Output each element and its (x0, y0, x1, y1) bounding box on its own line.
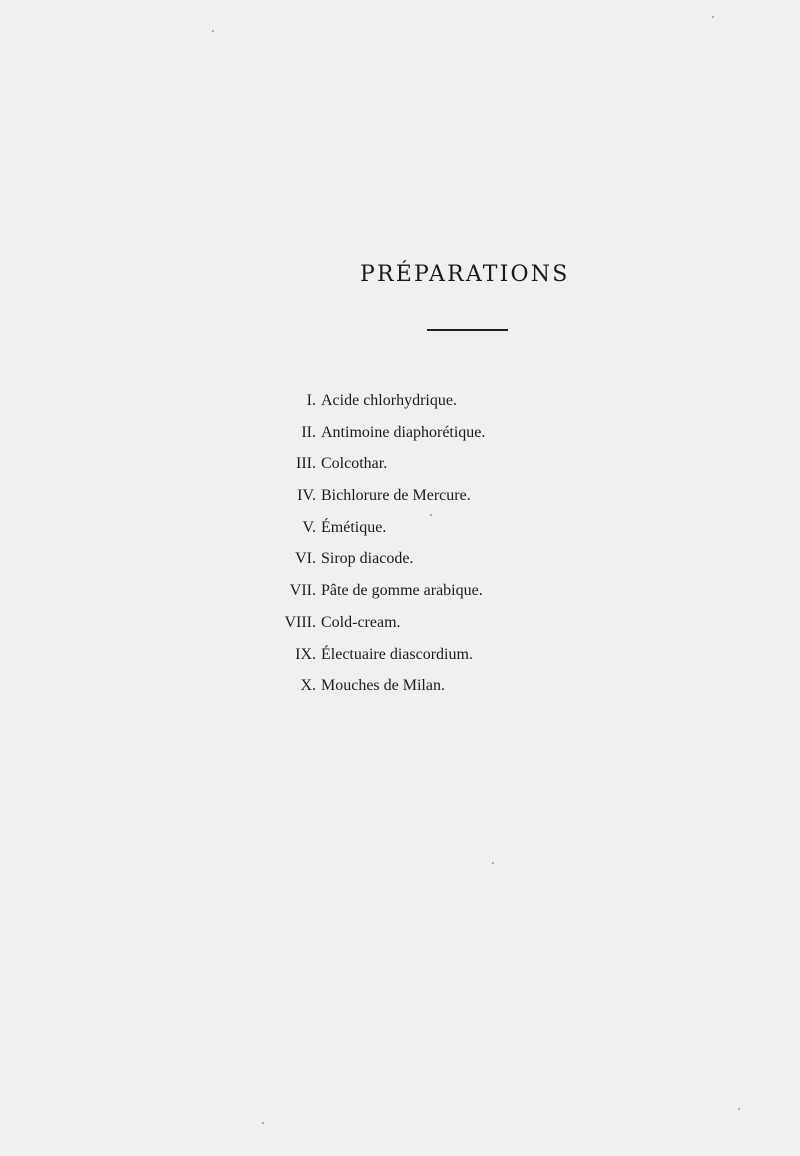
item-numeral: X. (300, 677, 316, 695)
item-label: Bichlorure de Mercure. (321, 487, 471, 505)
paper-speck (262, 1122, 264, 1124)
item-label: Émétique. (321, 518, 387, 536)
item-numeral: IV. (297, 487, 316, 505)
item-label: Électuaire diascordium. (321, 645, 473, 663)
list-item (250, 451, 580, 483)
page-title: PRÉPARATIONS (360, 262, 570, 287)
item-numeral: VI. (295, 550, 316, 568)
list-item (250, 610, 580, 642)
item-label: Cold-cream. (321, 613, 401, 631)
item-numeral: III. (296, 455, 316, 473)
paper-speck (430, 514, 432, 516)
paper-speck (212, 30, 214, 32)
item-label: Acide chlorhydrique. (321, 392, 457, 409)
item-label: Sirop diacode. (321, 550, 414, 568)
paper-speck (738, 1108, 740, 1110)
list-item (250, 642, 580, 674)
list-item (250, 388, 580, 420)
list-item (250, 546, 580, 578)
item-numeral: VIII. (284, 613, 316, 631)
item-numeral: I. (306, 392, 316, 409)
item-numeral: IX. (295, 645, 316, 663)
list-item (250, 483, 580, 515)
list-item (250, 673, 580, 705)
item-label: Colcothar. (321, 455, 388, 473)
paper-speck (492, 862, 494, 864)
preparations-list (250, 388, 580, 705)
item-label: Pâte de gomme arabique. (321, 582, 483, 600)
item-numeral: V. (302, 518, 316, 536)
list-item (250, 420, 580, 452)
item-numeral: VII. (289, 582, 316, 600)
item-label: Antimoine diaphorétique. (321, 423, 486, 441)
title-rule-divider (427, 329, 508, 331)
list-item (250, 515, 580, 547)
list-item (250, 578, 580, 610)
paper-speck (712, 16, 714, 18)
item-numeral: II. (301, 423, 316, 441)
item-label: Mouches de Milan. (321, 677, 445, 695)
